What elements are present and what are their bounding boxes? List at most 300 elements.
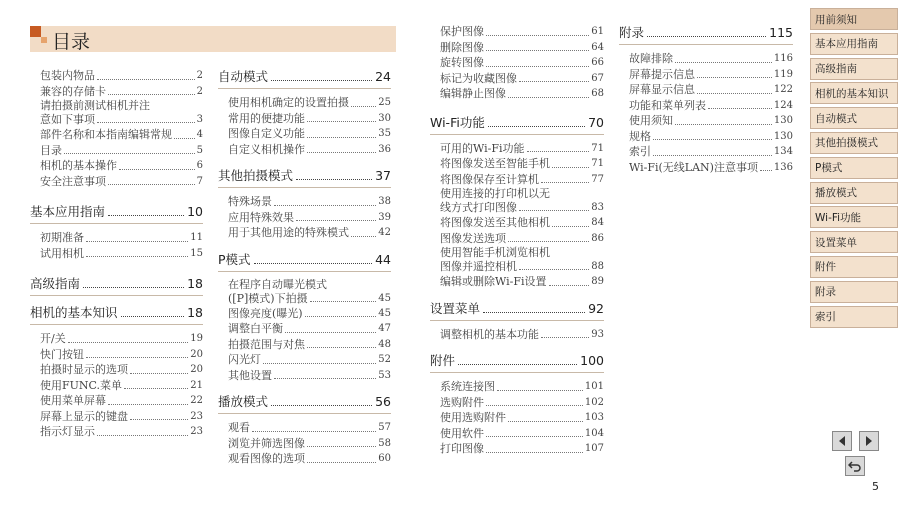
toc-entry-label: 编辑静止图像 [440,87,506,100]
toc-page-number: 2 [196,85,203,97]
toc-page-number: 35 [378,128,391,139]
toc-entry[interactable] [218,278,391,306]
toc-entry-label: 使用选购附件 [440,411,506,424]
toc-section-label: 高级指南 [30,276,81,291]
toc-page-number: 2 [196,70,203,81]
toc-entry[interactable] [40,68,203,84]
toc-entry-label: 屏幕提示信息 [629,67,695,81]
toc-page-number: 119 [773,68,793,80]
leader-dots [263,363,376,364]
chapter-sidebar [810,8,898,330]
leader-dots [486,50,589,51]
toc-section[interactable] [30,275,203,293]
section-rule [430,134,604,135]
leader-dots [675,62,772,63]
toc-entry-label: 选购附件 [440,395,484,409]
leader-dots [307,446,376,447]
toc-section-page: 24 [375,69,391,84]
toc-entry[interactable] [218,420,391,436]
leader-dots [97,435,188,436]
toc-page-number: 5 [196,144,203,156]
toc-page-number: 39 [378,211,391,223]
toc-page-number: 102 [584,396,604,408]
toc-section[interactable] [30,304,203,322]
leader-dots [307,462,376,463]
toc-entry[interactable] [619,51,793,67]
toc-entry[interactable] [619,160,793,176]
toc-entry-label: 初期准备 [40,231,84,244]
toc-page-number: 101 [584,381,604,392]
sidebar-item[interactable]: 基本应用指南 [810,33,898,55]
toc-page-number: 67 [591,72,604,84]
toc-section[interactable] [430,352,604,370]
sidebar-item[interactable]: 自动模式 [810,107,898,129]
toc-section-page: 100 [580,353,604,368]
toc-entry[interactable] [218,225,391,241]
sidebar-item[interactable]: 高级指南 [810,58,898,80]
sidebar-item[interactable]: 用前须知 [810,8,898,30]
toc-entry[interactable] [430,395,604,411]
toc-page-number: 7 [196,175,203,187]
page-title: 目录 [52,31,91,53]
toc-entry[interactable] [40,127,203,143]
toc-entry[interactable] [40,84,203,100]
toc-entry-label: 使用FUNC.菜单 [40,378,123,392]
toc-entry[interactable] [619,98,793,114]
toc-entry[interactable] [218,321,391,337]
sidebar-item[interactable]: Wi-Fi功能 [810,206,898,228]
toc-section[interactable] [619,24,793,42]
toc-entry-label: 图像亮度(曝光) [228,306,303,320]
toc-entry-label: 使用相机确定的设置拍摄 [228,96,349,109]
toc-entry[interactable] [430,86,604,102]
leader-dots [519,210,589,211]
section-rule [619,44,793,45]
leader-dots [519,269,589,270]
toc-entry[interactable] [430,40,604,56]
arrow-left-icon [836,435,848,447]
toc-entry-label: 使用软件 [440,426,484,440]
leader-dots [254,263,373,264]
leader-dots [274,378,376,379]
toc-entry-label: 安全注意事项 [40,174,106,188]
toc-entry[interactable] [430,156,604,172]
leader-dots [486,35,589,36]
sidebar-item[interactable]: 其他拍摄模式 [810,132,898,154]
toc-entry-label: 开/关 [40,332,66,345]
section-rule [218,271,391,272]
page-number: 5 [872,480,879,493]
toc-page-number: 53 [378,369,391,381]
toc-section-label: 其他拍摄模式 [218,168,294,183]
leader-dots [83,287,184,288]
toc-page-number: 68 [591,88,604,99]
toc-section-page: 44 [375,251,391,267]
toc-entry-label-cont: 意如下事项 [40,113,95,126]
toc-entry[interactable] [430,379,604,395]
sidebar-item[interactable]: 附件 [810,256,898,278]
toc-entry[interactable] [218,210,391,226]
toc-page-number: 130 [773,130,793,142]
toc-section-page: 10 [187,204,203,219]
leader-dots [174,138,195,139]
toc-section-label: P模式 [218,251,251,267]
toc-entry[interactable] [40,99,203,127]
leader-dots [527,151,590,152]
toc-page-number: 20 [190,364,203,375]
toc-entry-label: 编辑或删除Wi-Fi设置 [440,275,547,288]
sidebar-item[interactable]: 附录 [810,281,898,303]
toc-entry-label: 索引 [629,145,651,158]
toc-page-number: 6 [196,160,203,171]
leader-dots [351,236,376,237]
toc-page-number: 48 [378,338,391,350]
toc-entry[interactable] [619,113,793,129]
toc-entry-label: 使用连接的打印机以无 [440,187,550,200]
toc-section-label: 播放模式 [218,394,269,409]
title-accent-square [30,26,41,37]
toc-entry[interactable] [218,306,391,322]
toc-entry[interactable] [430,172,604,188]
toc-entry-label: 目录 [40,143,62,157]
toc-column-3 [430,24,604,457]
leader-dots [486,66,589,67]
toc-page-number: 19 [190,333,203,344]
leader-dots [296,220,376,221]
toc-entry[interactable] [218,352,391,368]
toc-page-number: 23 [190,426,203,437]
toc-page-number: 23 [190,410,203,422]
toc-page-number: 116 [773,53,793,64]
toc-entry[interactable] [40,230,203,246]
toc-page-number: 42 [378,227,391,238]
toc-entry-label: 浏览并筛选图像 [228,436,305,450]
leader-dots [552,167,589,168]
toc-section[interactable] [430,114,604,132]
toc-page-number: 22 [190,395,203,406]
toc-entry-label: 在程序自动曝光模式 [228,277,327,291]
toc-section-page: 70 [588,114,604,130]
toc-entry-label: 旋转图像 [440,56,484,69]
toc-entry-label: 功能和菜单列表 [629,98,706,112]
toc-section-label: 基本应用指南 [30,204,106,219]
toc-page-number: 3 [196,114,203,125]
leader-dots [675,124,772,125]
toc-entry-label: 调整相机的基本功能 [440,327,539,341]
next-page-button[interactable] [859,431,879,451]
toc-entry-label: 自定义相机操作 [228,142,305,156]
toc-column-1 [30,68,203,440]
toc-entry-label: 部件名称和本指南编辑常规 [40,128,172,141]
toc-page-number: 89 [591,276,604,287]
toc-entry-label-cont: 线方式打印图像 [440,201,517,214]
leader-dots [486,436,583,437]
toc-entry[interactable] [40,347,203,363]
toc-page-number: 20 [190,348,203,360]
toc-entry[interactable] [430,274,604,290]
leader-dots [508,241,589,242]
sidebar-item[interactable]: P模式 [810,157,898,179]
toc-entry-label: 试用相机 [40,246,84,260]
title-bar [30,26,396,52]
toc-entry[interactable] [40,393,203,409]
toc-entry[interactable] [218,194,391,210]
toc-entry[interactable] [430,441,604,457]
section-rule [218,187,391,188]
toc-entry-label: 将图像发送至智能手机 [440,157,550,170]
sidebar-item[interactable]: 设置菜单 [810,231,898,253]
section-rule [430,372,604,373]
title-accent-small-square [41,37,47,43]
toc-section-page: 56 [375,394,391,409]
toc-entry[interactable] [430,246,604,274]
prev-page-button[interactable] [832,431,852,451]
toc-page-number: 36 [378,143,391,155]
leader-dots [708,108,772,109]
toc-entry-label: 图像自定义功能 [228,127,305,140]
toc-column-4 [619,24,793,175]
leader-dots [351,106,376,107]
section-rule [30,223,203,224]
toc-entry-label: 图像发送选项 [440,231,506,245]
toc-entry[interactable] [40,409,203,425]
toc-section-page: 18 [187,276,203,291]
toc-page-number: 64 [591,41,604,53]
toc-entry-label: 调整白平衡 [228,322,283,335]
leader-dots [508,97,589,98]
toc-entry[interactable] [218,436,391,452]
leader-dots [97,122,195,123]
toc-page-number: 58 [378,437,391,449]
leader-dots [760,170,772,171]
leader-dots [64,153,195,154]
toc-entry-label: 保护图像 [440,25,484,38]
sidebar-item[interactable]: 索引 [810,306,898,328]
toc-section[interactable] [218,251,391,269]
toc-entry-label: 屏幕上显示的键盘 [40,409,128,423]
return-arrow-icon [848,460,862,472]
leader-dots [508,421,583,422]
leader-dots [307,121,376,122]
toc-entry[interactable] [619,82,793,98]
toc-page-number: 15 [190,247,203,259]
toc-entry[interactable] [40,174,203,190]
toc-column-2 [218,68,391,467]
toc-entry[interactable] [430,71,604,87]
toc-entry-label: 使用须知 [629,114,673,127]
toc-entry[interactable] [430,426,604,442]
leader-dots [271,80,372,81]
toc-page-number: 4 [196,129,203,140]
sidebar-item[interactable]: 相机的基本知识 [810,82,898,104]
toc-section-label: 自动模式 [218,69,269,84]
toc-entry-label: 特殊场景 [228,195,272,208]
toc-page-number: 11 [190,232,203,243]
toc-entry-label: 系统连接图 [440,380,495,393]
toc-entry-label: 使用智能手机浏览相机 [440,246,550,259]
toc-page-number: 107 [584,443,604,454]
toc-entry[interactable] [40,158,203,174]
toc-entry[interactable] [430,55,604,71]
toc-entry[interactable] [619,67,793,83]
toc-section-label: 附件 [430,353,456,368]
leader-dots [697,93,772,94]
toc-page-number: 84 [591,217,604,228]
leader-dots [86,357,188,358]
toc-section-label: Wi-Fi功能 [430,114,485,130]
toc-section[interactable] [430,300,604,318]
leader-dots [653,155,772,156]
leader-dots [121,316,185,317]
toc-page-number: 122 [773,84,793,95]
leader-dots [108,184,195,185]
toc-page-number: 103 [584,412,604,423]
leader-dots [549,285,590,286]
leader-dots [486,405,583,406]
toc-page-number: 71 [591,142,604,154]
toc-entry-label: 相机的基本操作 [40,159,117,172]
leader-dots [68,342,189,343]
toc-entry-label: 将图像保存至计算机 [440,172,539,186]
leader-dots [647,36,766,37]
section-rule [30,324,203,325]
toc-entry[interactable] [430,24,604,40]
toc-entry[interactable] [218,337,391,353]
toc-section[interactable] [218,68,391,86]
leader-dots [310,301,377,302]
toc-entry[interactable] [430,231,604,247]
toc-entry-label: 观看 [228,421,250,434]
leader-dots [274,205,376,206]
section-rule [218,88,391,89]
toc-page-number: 134 [773,146,793,157]
toc-section-label: 设置菜单 [430,300,481,316]
toc-section-label: 附录 [619,25,645,40]
toc-section-page: 92 [588,300,604,316]
leader-dots [296,179,372,180]
toc-page-number: 57 [378,422,391,433]
toc-entry[interactable] [430,141,604,157]
toc-entry[interactable] [218,111,391,127]
toc-entry-label: 快门按钮 [40,347,84,361]
toc-entry[interactable] [40,246,203,262]
toc-section-page: 18 [187,305,203,320]
toc-page-number: 104 [584,427,604,439]
leader-dots [124,388,188,389]
section-rule [30,295,203,296]
toc-page-number: 25 [378,97,391,108]
toc-entry-label: 应用特殊效果 [228,210,294,224]
toc-entry[interactable] [40,362,203,378]
toc-entry[interactable] [218,368,391,384]
toc-page-number: 71 [591,158,604,169]
toc-page-number: 66 [591,57,604,68]
toc-entry[interactable] [430,410,604,426]
toc-page-number: 93 [591,328,604,340]
leader-dots [653,139,772,140]
toc-page-number: 52 [378,354,391,365]
leader-dots [541,182,589,183]
toc-section[interactable] [30,203,203,221]
toc-section[interactable] [218,393,391,411]
leader-dots [108,215,184,216]
leader-dots [552,226,589,227]
leader-dots [285,332,376,333]
leader-dots [97,79,195,80]
leader-dots [119,169,195,170]
toc-entry[interactable] [40,424,203,440]
toc-page-number: 124 [773,99,793,111]
toc-page-number: 60 [378,453,391,464]
toc-entry-label: 兼容的存储卡 [40,84,106,98]
toc-entry-label: 请拍摄前测试相机并注 [40,99,150,112]
toc-entry-label: 观看图像的选项 [228,452,305,465]
leader-dots [458,364,577,365]
toc-entry[interactable] [218,142,391,158]
leader-dots [486,452,583,453]
toc-entry-label: 常用的便捷功能 [228,111,305,125]
toc-entry-label: 屏幕显示信息 [629,83,695,96]
toc-entry-label: 打印图像 [440,442,484,455]
toc-entry[interactable] [40,378,203,394]
toc-entry[interactable] [619,129,793,145]
toc-entry-label: 指示灯显示 [40,425,95,438]
toc-entry-label: 可用的Wi-Fi功能 [440,141,525,155]
return-button[interactable] [845,456,865,476]
toc-page-number: 130 [773,115,793,126]
leader-dots [483,312,585,313]
toc-entry-label: 闪光灯 [228,353,261,366]
leader-dots [307,347,376,348]
leader-dots [252,431,376,432]
toc-entry-label: 标记为收藏图像 [440,71,517,85]
toc-entry-label: 删除图像 [440,40,484,54]
toc-entry[interactable] [218,451,391,467]
leader-dots [86,256,188,257]
toc-entry-label: 将图像发送至其他相机 [440,216,550,229]
toc-entry[interactable] [430,215,604,231]
sidebar-item[interactable]: 播放模式 [810,182,898,204]
toc-entry-label: 使用菜单屏幕 [40,394,106,407]
toc-entry[interactable] [40,331,203,347]
leader-dots [307,152,376,153]
leader-dots [541,337,589,338]
toc-page-number: 21 [190,379,203,391]
toc-section-page: 115 [769,25,793,40]
toc-entry-label: 其他设置 [228,368,272,382]
toc-entry-label-cont: 图像并遥控相机 [440,260,517,273]
toc-entry-label: 包装内物品 [40,69,95,82]
section-rule [218,413,391,414]
toc-entry[interactable] [218,95,391,111]
leader-dots [130,419,188,420]
toc-page-number: 38 [378,196,391,207]
toc-page-number: 30 [378,112,391,124]
section-rule [430,320,604,321]
toc-page-number: 77 [591,173,604,185]
leader-dots [108,94,195,95]
toc-entry[interactable] [430,327,604,343]
toc-entry[interactable] [40,143,203,159]
toc-entry-label: 拍摄范围与对焦 [228,337,305,351]
toc-entry-label: 拍摄时显示的选项 [40,363,128,376]
toc-entry[interactable] [218,126,391,142]
toc-section[interactable] [218,167,391,185]
toc-entry[interactable] [430,187,604,215]
leader-dots [697,77,772,78]
leader-dots [307,137,376,138]
toc-entry[interactable] [619,144,793,160]
